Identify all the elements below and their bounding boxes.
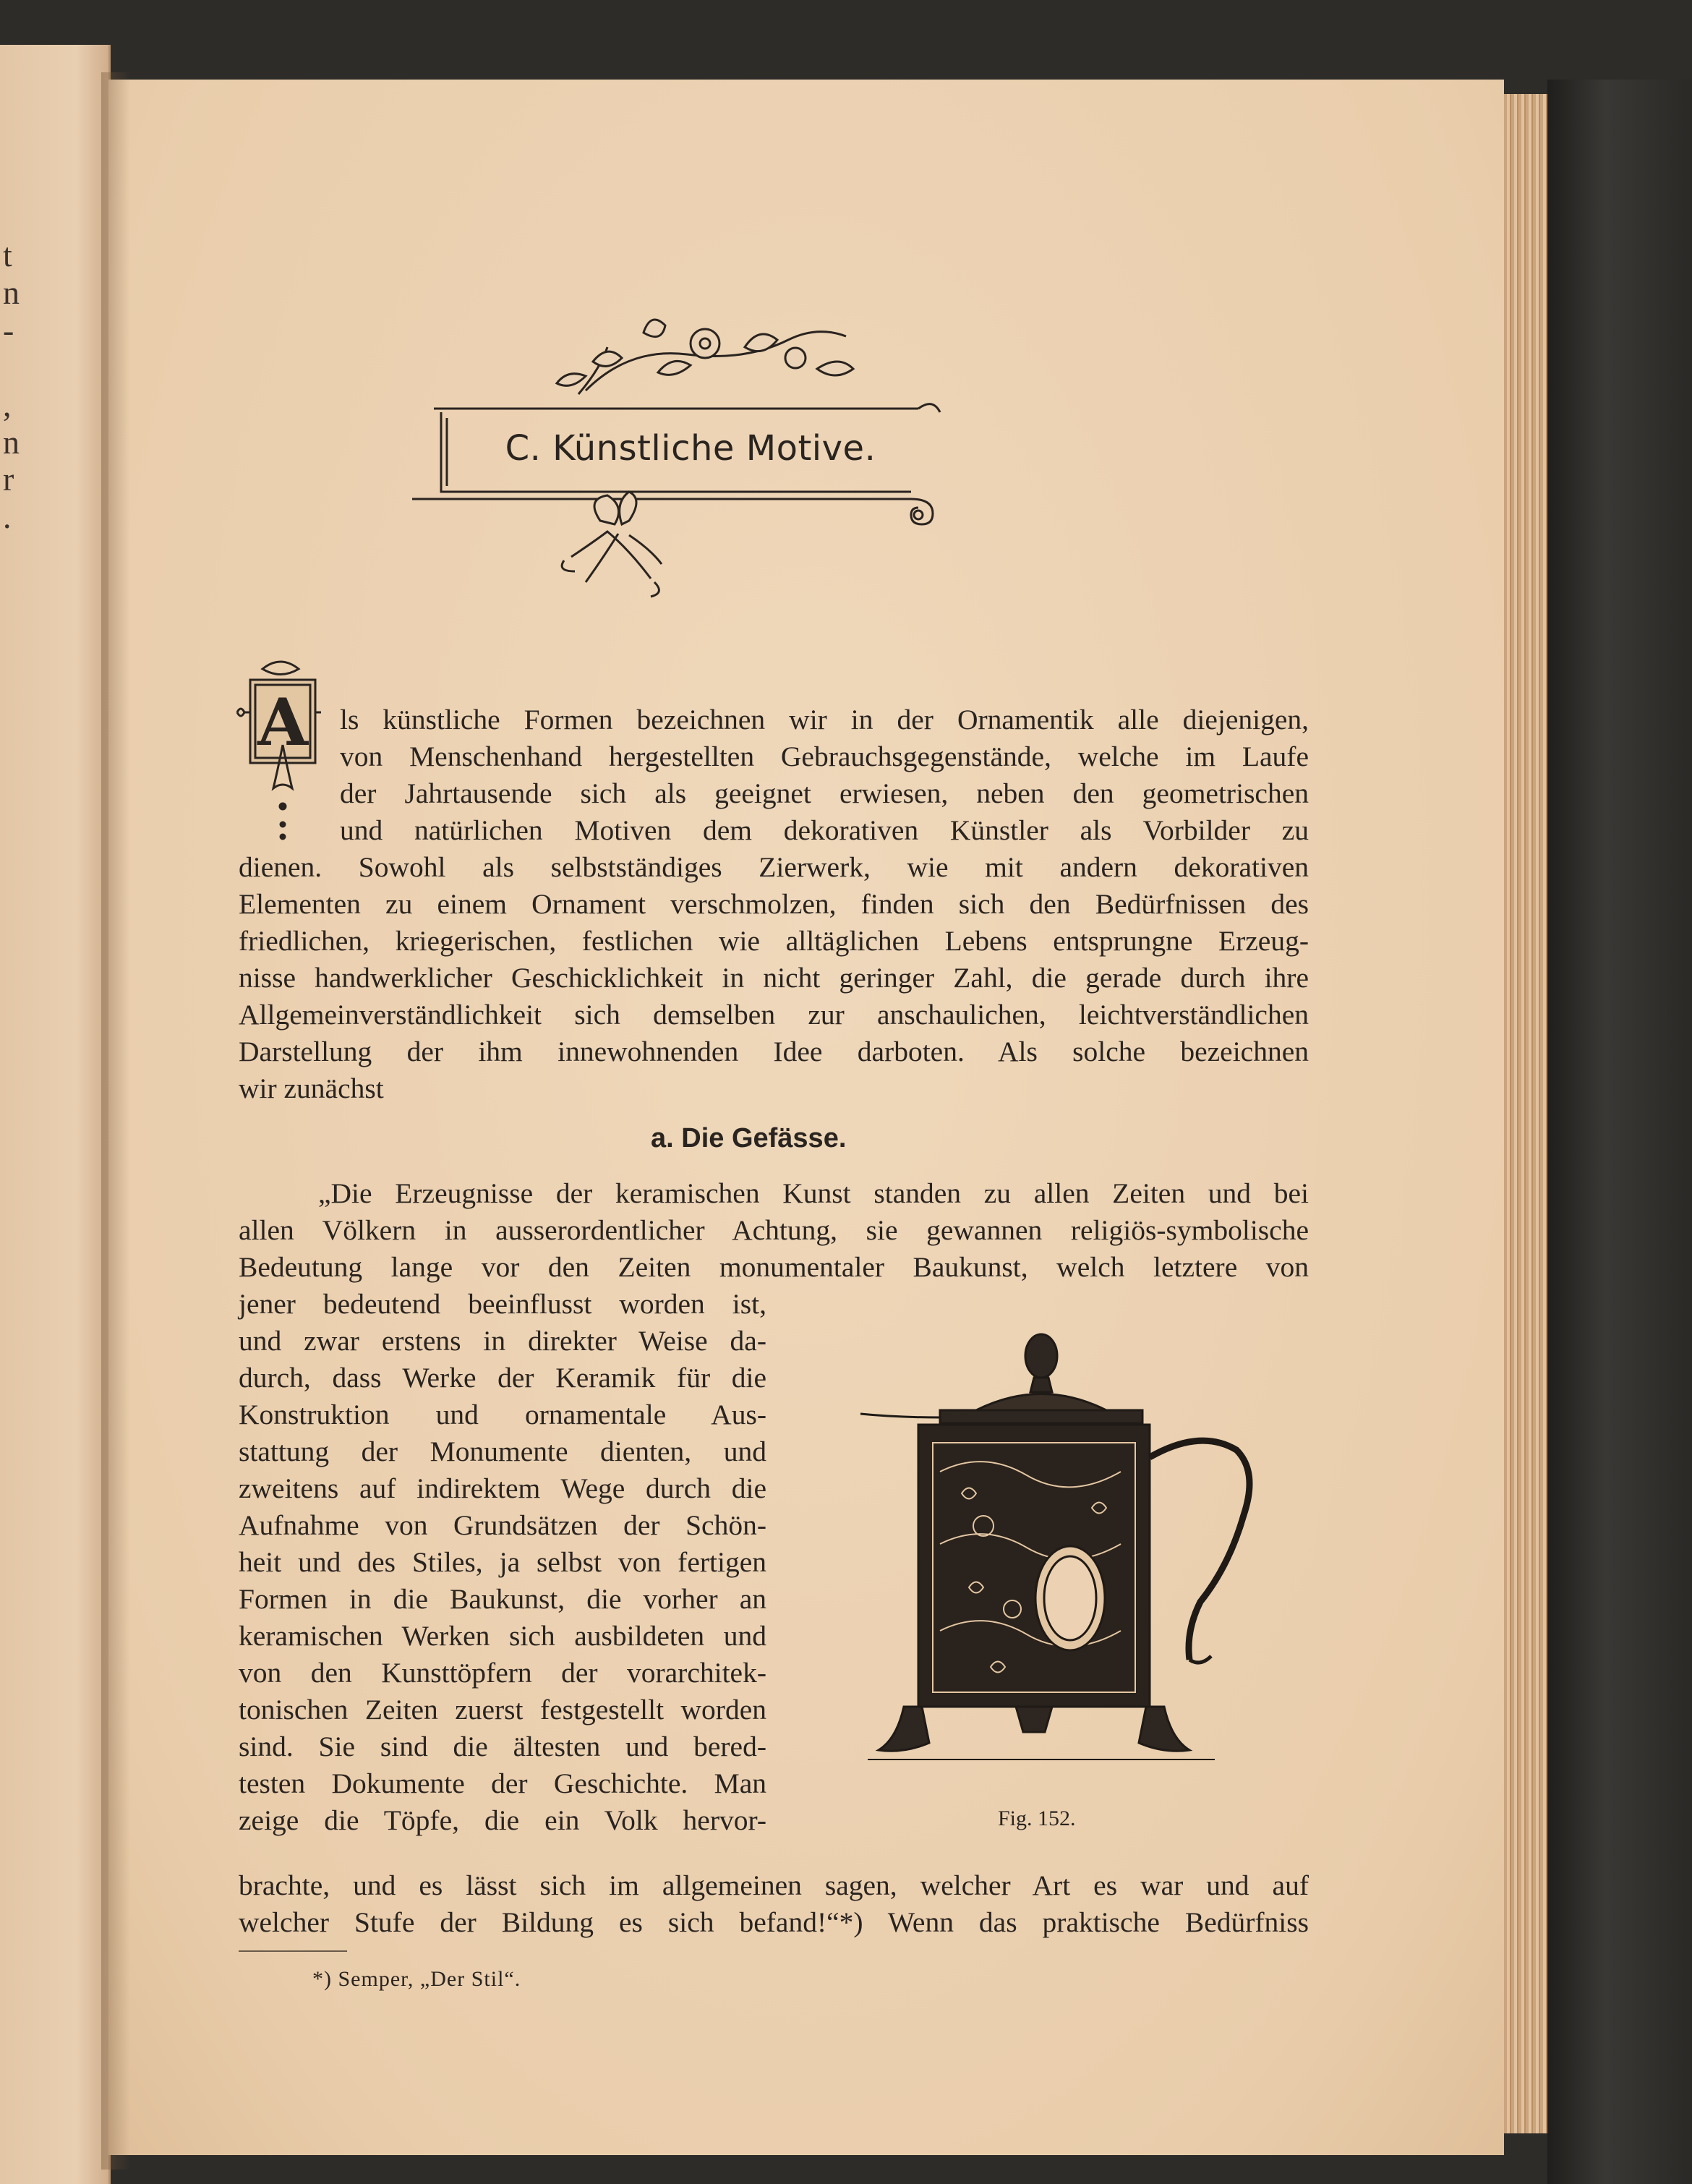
- text-line: stattung der Monumente dienten, und: [239, 1436, 766, 1467]
- text-line: Konstruktion und ornamentale Aus-: [239, 1399, 766, 1430]
- left-page-fragment: .: [3, 498, 12, 535]
- text-line: friedlichen, kriegerischen, festlichen wie alltäglichen Lebens entsprungne Erzeug-: [239, 925, 1309, 957]
- text-line: heit und des Stiles, ja selbst von fertigen: [239, 1546, 766, 1578]
- intro-paragraph-full: [239, 849, 1309, 1107]
- page-edges: [1504, 94, 1547, 2133]
- section-heading: a. Die Gefässe.: [651, 1123, 847, 1153]
- text-line: brachte, und es lässt sich im allgemeinen sagen, welcher Art es war und auf: [239, 1869, 1309, 1901]
- quote-narrow-column: [239, 1286, 766, 1839]
- text-line: Darstellung der ihm innewohnenden Idee darboten. Als solche bezeichnen: [239, 1036, 1309, 1067]
- text-line: Aufnahme von Grundsätzen der Schön-: [239, 1509, 766, 1541]
- text-line: Elementen zu einem Ornament verschmolzen, finden sich den Bedürfnissen des: [239, 888, 1309, 920]
- book-cover: [1547, 80, 1692, 2184]
- text-line: von den Kunsttöpfern der vorarchitek-: [239, 1657, 766, 1689]
- text-line: jener bedeutend beeinflusst worden ist,: [239, 1288, 766, 1320]
- figure-caption: Fig. 152.: [998, 1807, 1076, 1830]
- text-line: welcher Stufe der Bildung es sich befand!“*) Wenn das praktische Bedürfniss: [239, 1906, 1309, 1938]
- text-line: ls künstliche Formen bezeichnen wir in der Ornamentik alle diejenigen,: [340, 704, 1309, 735]
- footnote: *) Semper, „Der Stil“.: [312, 1967, 521, 1991]
- intro-paragraph-indented: [340, 701, 1309, 849]
- left-page-fragment: ,: [3, 386, 12, 423]
- initial-letter: A: [257, 684, 308, 761]
- text-line: der Jahrtausende sich als geeignet erwiesen, neben den geometrischen: [340, 777, 1309, 809]
- text-line: und zwar erstens in direkter Weise da-: [239, 1325, 766, 1357]
- quote-top: [239, 1175, 1309, 1286]
- left-page-fragment: -: [3, 312, 14, 349]
- initial-letter-ornament: [230, 654, 331, 843]
- text-line: tonischen Zeiten zuerst festgestellt worden: [239, 1694, 766, 1726]
- left-page-fragment: t: [3, 236, 12, 273]
- text-line: Formen in die Baukunst, die vorher an: [239, 1583, 766, 1615]
- text-line: zweitens auf indirektem Wege durch die: [239, 1472, 766, 1504]
- left-page-fragment: r: [3, 461, 14, 498]
- text-line: nisse handwerklicher Geschicklichkeit in nicht geringer Zahl, die gerade durch ihre: [239, 962, 1309, 994]
- text-line: „Die Erzeugnisse der keramischen Kunst standen zu allen Zeiten und bei: [318, 1177, 1309, 1209]
- text-line: Bedeutung lange vor den Zeiten monumentaler Baukunst, welch letztere von: [239, 1251, 1309, 1283]
- text-line: allen Völkern in ausserordentlicher Achtung, sie gewannen religiös-symbolische: [239, 1214, 1309, 1246]
- left-page-fragment: n: [3, 274, 20, 311]
- text-line: testen Dokumente der Geschichte. Man: [239, 1767, 766, 1799]
- chapter-title-frame: [441, 405, 940, 492]
- left-page-edge: [0, 45, 111, 2184]
- gutter-shadow: [101, 72, 130, 2170]
- text-line: durch, dass Werke der Keramik für die: [239, 1362, 766, 1394]
- text-line: sind. Sie sind die ältesten und bered-: [239, 1731, 766, 1762]
- text-line: und natürlichen Motiven dem dekorativen Künstler als Vorbilder zu: [340, 814, 1309, 846]
- chapter-title: C. Künstliche Motive.: [505, 428, 876, 469]
- text-line: von Menschenhand hergestellten Gebrauchsgegenstände, welche im Laufe: [340, 741, 1309, 772]
- text-line: Allgemeinverständlichkeit sich demselben zur anschaulichen, leichtverständlichen: [239, 999, 1309, 1031]
- text-line: dienen. Sowohl als selbstständiges Zierwerk, wie mit andern dekorativen: [239, 851, 1309, 883]
- quote-bottom: [239, 1867, 1309, 1941]
- tankard-engraving-figure: [795, 1327, 1287, 1790]
- footnote-rule: [239, 1950, 347, 1952]
- text-line: keramischen Werken sich ausbildeten und: [239, 1620, 766, 1652]
- left-page-fragment: n: [3, 424, 20, 461]
- text-line: zeige die Töpfe, die ein Volk hervor-: [239, 1804, 766, 1836]
- text-line: wir zunächst: [239, 1072, 384, 1104]
